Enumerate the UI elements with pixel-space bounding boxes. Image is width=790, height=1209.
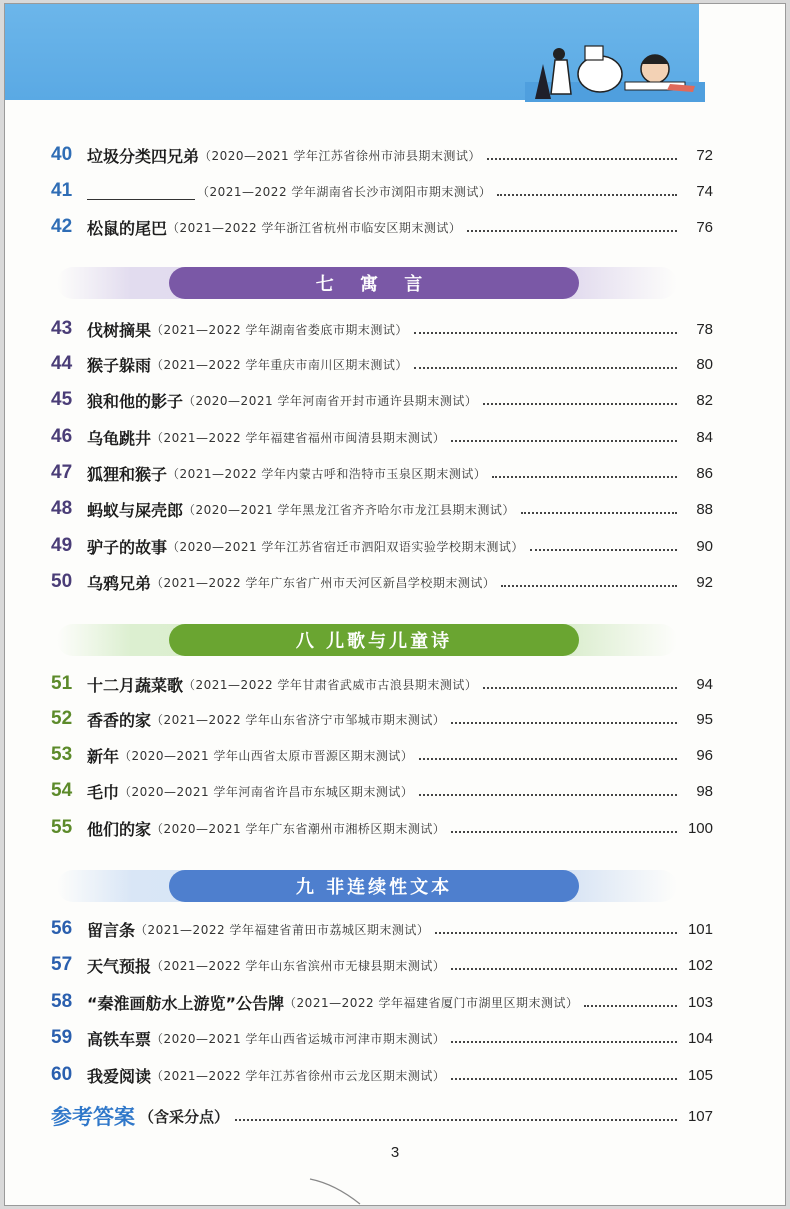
decorative-curve (305, 1169, 385, 1206)
entry-page: 102 (687, 956, 713, 974)
leader-dots (584, 1004, 677, 1007)
toc-entry[interactable] (51, 567, 713, 597)
entry-page: 100 (687, 819, 713, 837)
entry-number: 51 (51, 673, 73, 694)
section-title: 八 儿歌与儿童诗 (169, 624, 579, 656)
entry-number: 57 (51, 954, 73, 975)
toc-entry[interactable] (51, 1023, 713, 1053)
entry-page: 80 (696, 355, 713, 373)
entry-page: 96 (696, 746, 713, 764)
leader-dots (530, 548, 677, 551)
entry-page: 101 (687, 920, 713, 938)
entry-source: （2021—2022 学年广东省广州市天河区新昌学校期末测试） (151, 575, 496, 590)
entry-title: 松鼠的尾巴 (87, 218, 168, 238)
leader-dots (414, 331, 677, 334)
page-number: 3 (390, 1144, 400, 1161)
entry-title: 天气预报 (87, 956, 152, 976)
entry-page: 82 (696, 391, 713, 409)
entry-number: 58 (51, 991, 73, 1012)
leader-dots (451, 830, 677, 833)
entry-number: 44 (51, 353, 73, 374)
entry-title: 狐狸和猴子 (87, 464, 168, 484)
entry-number: 40 (51, 144, 73, 165)
entry-title: 新年 (87, 746, 120, 766)
entry-title: 我爱阅读 (87, 1066, 152, 1086)
entry-number: 42 (51, 216, 73, 237)
section-header-7 (57, 267, 677, 299)
entry-page: 76 (696, 218, 713, 236)
entry-title: 乌鸦兄弟 (87, 573, 152, 593)
toc-entry[interactable] (51, 914, 713, 944)
section-header-9 (57, 870, 677, 902)
entry-title: 蚂蚁与屎壳郎 (87, 500, 184, 520)
entry-number: 59 (51, 1027, 73, 1048)
entry-page: 78 (696, 320, 713, 338)
entry-number: 56 (51, 918, 73, 939)
entry-page: 98 (696, 782, 713, 800)
toc-entry[interactable] (51, 422, 713, 452)
leader-dots (451, 1077, 677, 1080)
entry-number: 49 (51, 535, 73, 556)
answers-note: （含采分点） (139, 1107, 230, 1126)
toc-page (4, 3, 786, 1206)
leader-dots (419, 793, 677, 796)
toc-entry[interactable] (51, 212, 713, 242)
answers-entry[interactable] (51, 1099, 713, 1133)
entry-source: （2021—2022 学年浙江省杭州市临安区期末测试） (167, 220, 462, 235)
entry-number: 52 (51, 708, 73, 729)
entry-title: 伐树摘果 (87, 320, 152, 340)
section-title: 九 非连续性文本 (169, 870, 579, 902)
entry-source: （2020—2021 学年江苏省徐州市沛县期末测试） (199, 148, 481, 163)
leader-dots (467, 229, 677, 232)
banner-margin (699, 4, 786, 100)
entry-number: 41 (51, 180, 73, 201)
entry-page: 74 (696, 182, 713, 200)
entry-page: 104 (687, 1029, 713, 1047)
entry-number: 55 (51, 817, 73, 838)
kids-reading-illustration (515, 24, 705, 104)
leader-dots (451, 1040, 677, 1043)
entry-source: （2021—2022 学年福建省福州市闽清县期末测试） (151, 430, 446, 445)
leader-dots (487, 157, 677, 160)
entry-source: （2021—2022 学年甘肃省武威市古浪县期末测试） (183, 677, 478, 692)
entry-title: 毛巾 (87, 782, 120, 802)
toc-entry[interactable] (51, 740, 713, 770)
entry-title: 驴子的故事 (87, 537, 168, 557)
entry-source: （2021—2022 学年湖南省娄底市期末测试） (151, 322, 408, 337)
leader-dots (497, 193, 677, 196)
toc-entry[interactable] (51, 349, 713, 379)
toc-entry[interactable] (51, 669, 713, 699)
entry-source: （2020—2021 学年广东省潮州市湘桥区期末测试） (151, 821, 446, 836)
leader-dots (435, 931, 677, 934)
entry-title: 他们的家 (87, 819, 152, 839)
leader-dots (235, 1118, 677, 1121)
section-title: 七 寓 言 (169, 267, 579, 299)
toc-entry[interactable] (51, 385, 713, 415)
entry-source: （2021—2022 学年山东省济宁市邹城市期末测试） (151, 712, 446, 727)
entry-number: 48 (51, 498, 73, 519)
entry-number: 45 (51, 389, 73, 410)
entry-source: （2020—2021 学年山西省运城市河津市期末测试） (151, 1031, 446, 1046)
toc-entry[interactable] (51, 314, 713, 344)
leader-dots (501, 584, 677, 587)
toc-entry[interactable] (51, 813, 713, 843)
toc-entry[interactable] (51, 494, 713, 524)
entry-title: 香香的家 (87, 710, 152, 730)
toc-entry[interactable] (51, 704, 713, 734)
toc-entry[interactable] (51, 950, 713, 980)
toc-entry[interactable] (51, 140, 713, 170)
entry-number: 60 (51, 1064, 73, 1085)
leader-dots (451, 721, 677, 724)
leader-dots (483, 686, 677, 689)
entry-page: 90 (696, 537, 713, 555)
leader-dots (451, 439, 677, 442)
entry-number: 43 (51, 318, 73, 339)
section-header-8 (57, 624, 677, 656)
entry-title: 高铁车票 (87, 1029, 152, 1049)
toc-entry[interactable] (51, 987, 713, 1017)
leader-dots (419, 757, 677, 760)
leader-dots (414, 366, 677, 369)
entry-source: （2021—2022 学年湖南省长沙市浏阳市期末测试） (197, 184, 492, 199)
entry-page: 88 (696, 500, 713, 518)
fill-in-blank[interactable] (87, 183, 195, 200)
entry-source: （2020—2021 学年江苏省宿迁市泗阳双语实验学校期末测试） (167, 539, 524, 554)
answers-title: 参考答案 (51, 1105, 135, 1129)
entry-title: 留言条 (87, 920, 136, 940)
entry-source: （2021—2022 学年江苏省徐州市云龙区期末测试） (151, 1068, 446, 1083)
entry-title: 乌龟跳井 (87, 428, 152, 448)
entry-source: （2021—2022 学年内蒙古呼和浩特市玉泉区期末测试） (167, 466, 487, 481)
entry-title: “秦淮画舫水上游览”公告牌 (87, 993, 285, 1013)
leader-dots (521, 511, 677, 514)
entry-page: 95 (696, 710, 713, 728)
entry-source: （2021—2022 学年福建省厦门市湖里区期末测试） (284, 995, 579, 1010)
entry-number: 54 (51, 780, 73, 801)
toc-entry[interactable] (51, 458, 713, 488)
entry-title: 狼和他的影子 (87, 391, 184, 411)
entry-source: （2021—2022 学年山东省滨州市无棣县期末测试） (151, 958, 446, 973)
entry-number: 46 (51, 426, 73, 447)
entry-source: （2021—2022 学年福建省莆田市荔城区期末测试） (135, 922, 430, 937)
toc-entry[interactable] (51, 1060, 713, 1090)
entry-source: （2020—2021 学年河南省许昌市东城区期末测试） (119, 784, 414, 799)
entry-page: 94 (696, 675, 713, 693)
entry-title: 十二月蔬菜歌 (87, 675, 184, 695)
leader-dots (492, 475, 677, 478)
entry-page: 84 (696, 428, 713, 446)
entry-title: 猴子躲雨 (87, 355, 152, 375)
entry-source: （2021—2022 学年重庆市南川区期末测试） (151, 357, 408, 372)
entry-title: 垃圾分类四兄弟 (87, 146, 200, 166)
toc-entry[interactable] (51, 776, 713, 806)
leader-dots (483, 402, 677, 405)
toc-entry[interactable] (51, 531, 713, 561)
entry-source: （2020—2021 学年河南省开封市通许县期末测试） (183, 393, 478, 408)
entry-page: 72 (696, 146, 713, 164)
entry-number: 50 (51, 571, 73, 592)
entry-page: 107 (687, 1107, 713, 1125)
entry-page: 92 (696, 573, 713, 591)
entry-page: 105 (687, 1066, 713, 1084)
leader-dots (451, 967, 677, 970)
entry-page: 103 (687, 993, 713, 1011)
entry-source: （2020—2021 学年山西省太原市晋源区期末测试） (119, 748, 414, 763)
entry-number: 53 (51, 744, 73, 765)
entry-number: 47 (51, 462, 73, 483)
toc-entry[interactable] (51, 176, 713, 206)
entry-page: 86 (696, 464, 713, 482)
entry-source: （2020—2021 学年黑龙江省齐齐哈尔市龙江县期末测试） (183, 502, 515, 517)
